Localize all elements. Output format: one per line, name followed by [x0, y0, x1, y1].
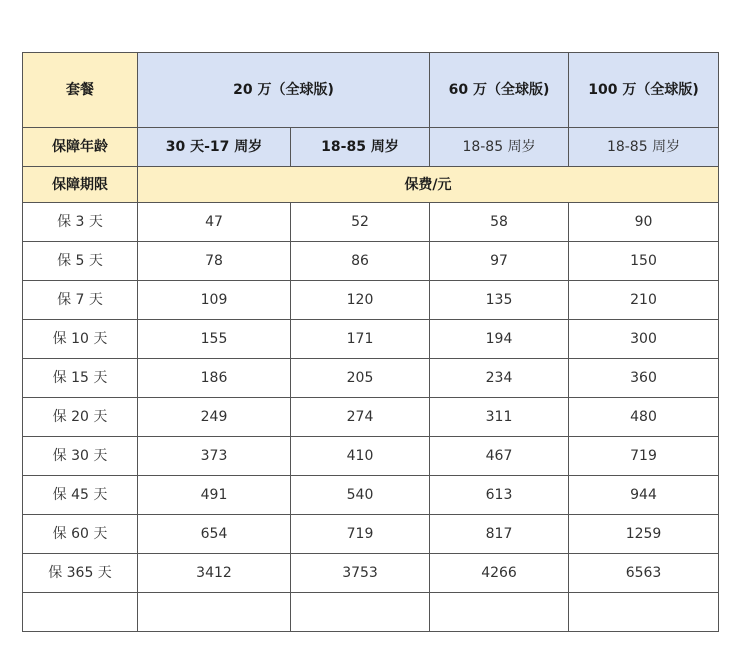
plan-60w-header: 60 万（全球版): [430, 53, 569, 128]
premium-value-cell: 47: [138, 203, 291, 242]
premium-value-cell: 155: [138, 320, 291, 359]
premium-value-cell: 613: [430, 476, 569, 515]
empty-cell: [23, 593, 138, 632]
premium-value-cell: 90: [569, 203, 719, 242]
table-row: [23, 476, 719, 515]
period-cell: 保 7 天: [23, 281, 138, 320]
premium-value-cell: 467: [430, 437, 569, 476]
premium-value-cell: 300: [569, 320, 719, 359]
premium-value-cell: 360: [569, 359, 719, 398]
period-cell: 保 20 天: [23, 398, 138, 437]
premium-value-cell: 78: [138, 242, 291, 281]
package-label-cell: 套餐: [23, 53, 138, 128]
premium-value-cell: 311: [430, 398, 569, 437]
table-row: [23, 437, 719, 476]
premium-value-cell: 3753: [291, 554, 430, 593]
age-header-row: [23, 128, 719, 167]
premium-value-cell: 234: [430, 359, 569, 398]
table-row: [23, 554, 719, 593]
age-label-cell: 保障年龄: [23, 128, 138, 167]
premium-value-cell: 817: [430, 515, 569, 554]
period-cell: 保 5 天: [23, 242, 138, 281]
table-row: [23, 242, 719, 281]
period-cell: 保 10 天: [23, 320, 138, 359]
premium-value-cell: 3412: [138, 554, 291, 593]
premium-table: [22, 52, 719, 632]
empty-cell: [291, 593, 430, 632]
age-cell-3: 18-85 周岁: [430, 128, 569, 167]
premium-value-cell: 719: [291, 515, 430, 554]
premium-value-cell: 4266: [430, 554, 569, 593]
premium-value-cell: 120: [291, 281, 430, 320]
premium-value-cell: 205: [291, 359, 430, 398]
premium-value-cell: 373: [138, 437, 291, 476]
premium-value-cell: 6563: [569, 554, 719, 593]
premium-value-cell: 210: [569, 281, 719, 320]
premium-value-cell: 52: [291, 203, 430, 242]
premium-value-cell: 97: [430, 242, 569, 281]
empty-cell: [569, 593, 719, 632]
premium-label-cell: 保费/元: [138, 167, 719, 203]
table-row: [23, 320, 719, 359]
premium-table-container: [22, 52, 718, 632]
period-cell: 保 45 天: [23, 476, 138, 515]
period-cell: 保 3 天: [23, 203, 138, 242]
premium-value-cell: 186: [138, 359, 291, 398]
premium-value-cell: 150: [569, 242, 719, 281]
age-cell-2: 18-85 周岁: [291, 128, 430, 167]
table-row: [23, 359, 719, 398]
premium-value-cell: 249: [138, 398, 291, 437]
period-cell: 保 30 天: [23, 437, 138, 476]
table-row: [23, 281, 719, 320]
premium-value-cell: 491: [138, 476, 291, 515]
period-label-cell: 保障期限: [23, 167, 138, 203]
period-cell: 保 60 天: [23, 515, 138, 554]
empty-cell: [430, 593, 569, 632]
plan-100w-header: 100 万（全球版): [569, 53, 719, 128]
empty-row: [23, 593, 719, 632]
empty-cell: [138, 593, 291, 632]
premium-value-cell: 944: [569, 476, 719, 515]
premium-value-cell: 274: [291, 398, 430, 437]
period-cell: 保 365 天: [23, 554, 138, 593]
period-cell: 保 15 天: [23, 359, 138, 398]
premium-value-cell: 719: [569, 437, 719, 476]
premium-value-cell: 1259: [569, 515, 719, 554]
age-cell-1: 30 天-17 周岁: [138, 128, 291, 167]
premium-value-cell: 58: [430, 203, 569, 242]
premium-value-cell: 540: [291, 476, 430, 515]
table-row: [23, 515, 719, 554]
plan-header-row: [23, 53, 719, 128]
age-cell-4: 18-85 周岁: [569, 128, 719, 167]
period-header-row: [23, 167, 719, 203]
table-row: [23, 203, 719, 242]
premium-value-cell: 410: [291, 437, 430, 476]
table-row: [23, 398, 719, 437]
plan-20w-header: 20 万（全球版): [138, 53, 430, 128]
premium-value-cell: 86: [291, 242, 430, 281]
premium-value-cell: 171: [291, 320, 430, 359]
premium-value-cell: 480: [569, 398, 719, 437]
premium-value-cell: 135: [430, 281, 569, 320]
premium-value-cell: 654: [138, 515, 291, 554]
premium-value-cell: 109: [138, 281, 291, 320]
premium-value-cell: 194: [430, 320, 569, 359]
